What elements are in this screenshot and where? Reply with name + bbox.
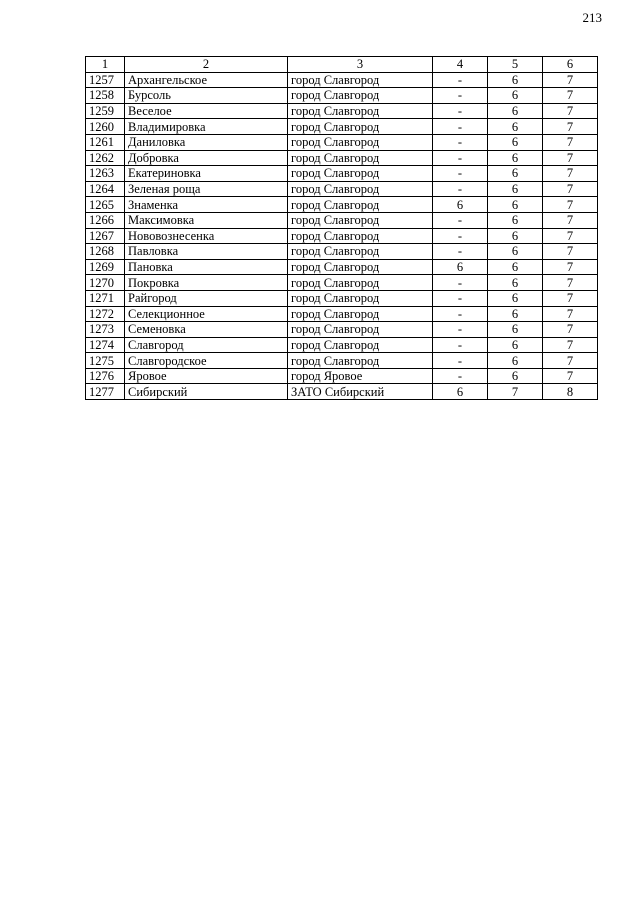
municipality-cell: город Славгород xyxy=(288,259,433,275)
column-6-cell: 8 xyxy=(543,384,598,400)
table-row xyxy=(86,134,598,150)
column-5-cell: 6 xyxy=(488,290,543,306)
column-4-cell: - xyxy=(433,150,488,166)
column-4-cell: - xyxy=(433,244,488,260)
municipality-cell: город Славгород xyxy=(288,134,433,150)
table-row xyxy=(86,88,598,104)
row-number-cell: 1274 xyxy=(86,337,125,353)
settlement-name-cell: Владимировка xyxy=(125,119,288,135)
column-4-cell: - xyxy=(433,181,488,197)
column-6-cell: 7 xyxy=(543,212,598,228)
row-number-cell: 1259 xyxy=(86,103,125,119)
column-5-cell: 6 xyxy=(488,150,543,166)
table-row xyxy=(86,306,598,322)
row-number-cell: 1273 xyxy=(86,322,125,338)
row-number-cell: 1272 xyxy=(86,306,125,322)
table-row xyxy=(86,150,598,166)
settlement-name-cell: Покровка xyxy=(125,275,288,291)
column-5-cell: 6 xyxy=(488,306,543,322)
municipality-cell: город Славгород xyxy=(288,72,433,88)
page-number: 213 xyxy=(582,10,602,25)
settlement-name-cell: Райгород xyxy=(125,290,288,306)
municipality-cell: город Славгород xyxy=(288,197,433,213)
column-6-cell: 7 xyxy=(543,353,598,369)
column-6-cell: 7 xyxy=(543,306,598,322)
settlement-name-cell: Семеновка xyxy=(125,322,288,338)
municipality-cell: город Славгород xyxy=(288,212,433,228)
table-body xyxy=(86,72,598,399)
row-number-cell: 1263 xyxy=(86,166,125,182)
settlements-table xyxy=(85,56,598,400)
column-6-cell: 7 xyxy=(543,88,598,104)
column-6-cell: 7 xyxy=(543,150,598,166)
column-6-cell: 7 xyxy=(543,181,598,197)
settlement-name-cell: Славгородское xyxy=(125,353,288,369)
column-5-cell: 6 xyxy=(488,88,543,104)
municipality-cell: город Славгород xyxy=(288,322,433,338)
table-row xyxy=(86,353,598,369)
column-4-cell: 6 xyxy=(433,384,488,400)
column-5-cell: 6 xyxy=(488,134,543,150)
column-header: 3 xyxy=(288,57,433,73)
table-row xyxy=(86,103,598,119)
municipality-cell: город Славгород xyxy=(288,337,433,353)
row-number-cell: 1262 xyxy=(86,150,125,166)
municipality-cell: город Славгород xyxy=(288,290,433,306)
row-number-cell: 1267 xyxy=(86,228,125,244)
column-header: 1 xyxy=(86,57,125,73)
table-row xyxy=(86,197,598,213)
municipality-cell: город Славгород xyxy=(288,306,433,322)
column-5-cell: 6 xyxy=(488,353,543,369)
settlement-name-cell: Добровка xyxy=(125,150,288,166)
column-4-cell: - xyxy=(433,353,488,369)
column-5-cell: 6 xyxy=(488,166,543,182)
row-number-cell: 1269 xyxy=(86,259,125,275)
column-6-cell: 7 xyxy=(543,119,598,135)
column-4-cell: - xyxy=(433,228,488,244)
row-number-cell: 1276 xyxy=(86,368,125,384)
municipality-cell: город Славгород xyxy=(288,150,433,166)
table-row xyxy=(86,72,598,88)
settlement-name-cell: Екатериновка xyxy=(125,166,288,182)
municipality-cell: город Славгород xyxy=(288,88,433,104)
settlement-name-cell: Веселое xyxy=(125,103,288,119)
column-6-cell: 7 xyxy=(543,337,598,353)
column-5-cell: 6 xyxy=(488,368,543,384)
row-number-cell: 1271 xyxy=(86,290,125,306)
column-5-cell: 6 xyxy=(488,259,543,275)
settlement-name-cell: Пановка xyxy=(125,259,288,275)
column-6-cell: 7 xyxy=(543,72,598,88)
column-4-cell: - xyxy=(433,88,488,104)
row-number-cell: 1260 xyxy=(86,119,125,135)
column-5-cell: 6 xyxy=(488,72,543,88)
municipality-cell: город Славгород xyxy=(288,353,433,369)
column-6-cell: 7 xyxy=(543,228,598,244)
settlement-name-cell: Павловка xyxy=(125,244,288,260)
table-row xyxy=(86,212,598,228)
column-5-cell: 6 xyxy=(488,275,543,291)
settlement-name-cell: Архангельское xyxy=(125,72,288,88)
column-6-cell: 7 xyxy=(543,244,598,260)
column-header: 2 xyxy=(125,57,288,73)
row-number-cell: 1266 xyxy=(86,212,125,228)
municipality-cell: ЗАТО Сибирский xyxy=(288,384,433,400)
column-header: 6 xyxy=(543,57,598,73)
table-row xyxy=(86,259,598,275)
column-6-cell: 7 xyxy=(543,166,598,182)
column-6-cell: 7 xyxy=(543,197,598,213)
column-4-cell: - xyxy=(433,119,488,135)
settlement-name-cell: Максимовка xyxy=(125,212,288,228)
column-5-cell: 6 xyxy=(488,103,543,119)
municipality-cell: город Славгород xyxy=(288,103,433,119)
table-row xyxy=(86,322,598,338)
column-4-cell: - xyxy=(433,306,488,322)
table-row xyxy=(86,368,598,384)
column-6-cell: 7 xyxy=(543,259,598,275)
municipality-cell: город Славгород xyxy=(288,244,433,260)
column-4-cell: - xyxy=(433,290,488,306)
column-6-cell: 7 xyxy=(543,290,598,306)
table-row xyxy=(86,275,598,291)
settlement-name-cell: Нововознесенка xyxy=(125,228,288,244)
column-header: 4 xyxy=(433,57,488,73)
settlement-name-cell: Бурсоль xyxy=(125,88,288,104)
table-row xyxy=(86,119,598,135)
column-5-cell: 6 xyxy=(488,322,543,338)
column-4-cell: - xyxy=(433,166,488,182)
row-number-cell: 1268 xyxy=(86,244,125,260)
column-5-cell: 6 xyxy=(488,181,543,197)
column-6-cell: 7 xyxy=(543,322,598,338)
column-5-cell: 6 xyxy=(488,228,543,244)
settlement-name-cell: Даниловка xyxy=(125,134,288,150)
column-4-cell: 6 xyxy=(433,259,488,275)
column-4-cell: - xyxy=(433,103,488,119)
municipality-cell: город Славгород xyxy=(288,275,433,291)
column-4-cell: - xyxy=(433,368,488,384)
table-header-row xyxy=(86,57,598,73)
column-6-cell: 7 xyxy=(543,275,598,291)
column-4-cell: - xyxy=(433,72,488,88)
column-6-cell: 7 xyxy=(543,103,598,119)
column-5-cell: 6 xyxy=(488,337,543,353)
settlement-name-cell: Зеленая роща xyxy=(125,181,288,197)
settlement-name-cell: Знаменка xyxy=(125,197,288,213)
column-header: 5 xyxy=(488,57,543,73)
table-row xyxy=(86,384,598,400)
column-4-cell: - xyxy=(433,337,488,353)
row-number-cell: 1265 xyxy=(86,197,125,213)
column-4-cell: 6 xyxy=(433,197,488,213)
municipality-cell: город Славгород xyxy=(288,166,433,182)
table-row xyxy=(86,290,598,306)
municipality-cell: город Яровое xyxy=(288,368,433,384)
row-number-cell: 1257 xyxy=(86,72,125,88)
table-row xyxy=(86,228,598,244)
municipality-cell: город Славгород xyxy=(288,181,433,197)
column-4-cell: - xyxy=(433,322,488,338)
row-number-cell: 1270 xyxy=(86,275,125,291)
column-5-cell: 6 xyxy=(488,119,543,135)
column-4-cell: - xyxy=(433,212,488,228)
table-row xyxy=(86,181,598,197)
column-5-cell: 7 xyxy=(488,384,543,400)
row-number-cell: 1277 xyxy=(86,384,125,400)
row-number-cell: 1264 xyxy=(86,181,125,197)
municipality-cell: город Славгород xyxy=(288,228,433,244)
row-number-cell: 1275 xyxy=(86,353,125,369)
column-5-cell: 6 xyxy=(488,212,543,228)
column-5-cell: 6 xyxy=(488,244,543,260)
column-4-cell: - xyxy=(433,134,488,150)
settlement-name-cell: Славгород xyxy=(125,337,288,353)
row-number-cell: 1258 xyxy=(86,88,125,104)
column-4-cell: - xyxy=(433,275,488,291)
table-row xyxy=(86,244,598,260)
settlement-name-cell: Сибирский xyxy=(125,384,288,400)
municipality-cell: город Славгород xyxy=(288,119,433,135)
column-6-cell: 7 xyxy=(543,368,598,384)
row-number-cell: 1261 xyxy=(86,134,125,150)
settlement-name-cell: Яровое xyxy=(125,368,288,384)
column-6-cell: 7 xyxy=(543,134,598,150)
table-row xyxy=(86,337,598,353)
column-5-cell: 6 xyxy=(488,197,543,213)
table-row xyxy=(86,166,598,182)
settlement-name-cell: Селекционное xyxy=(125,306,288,322)
